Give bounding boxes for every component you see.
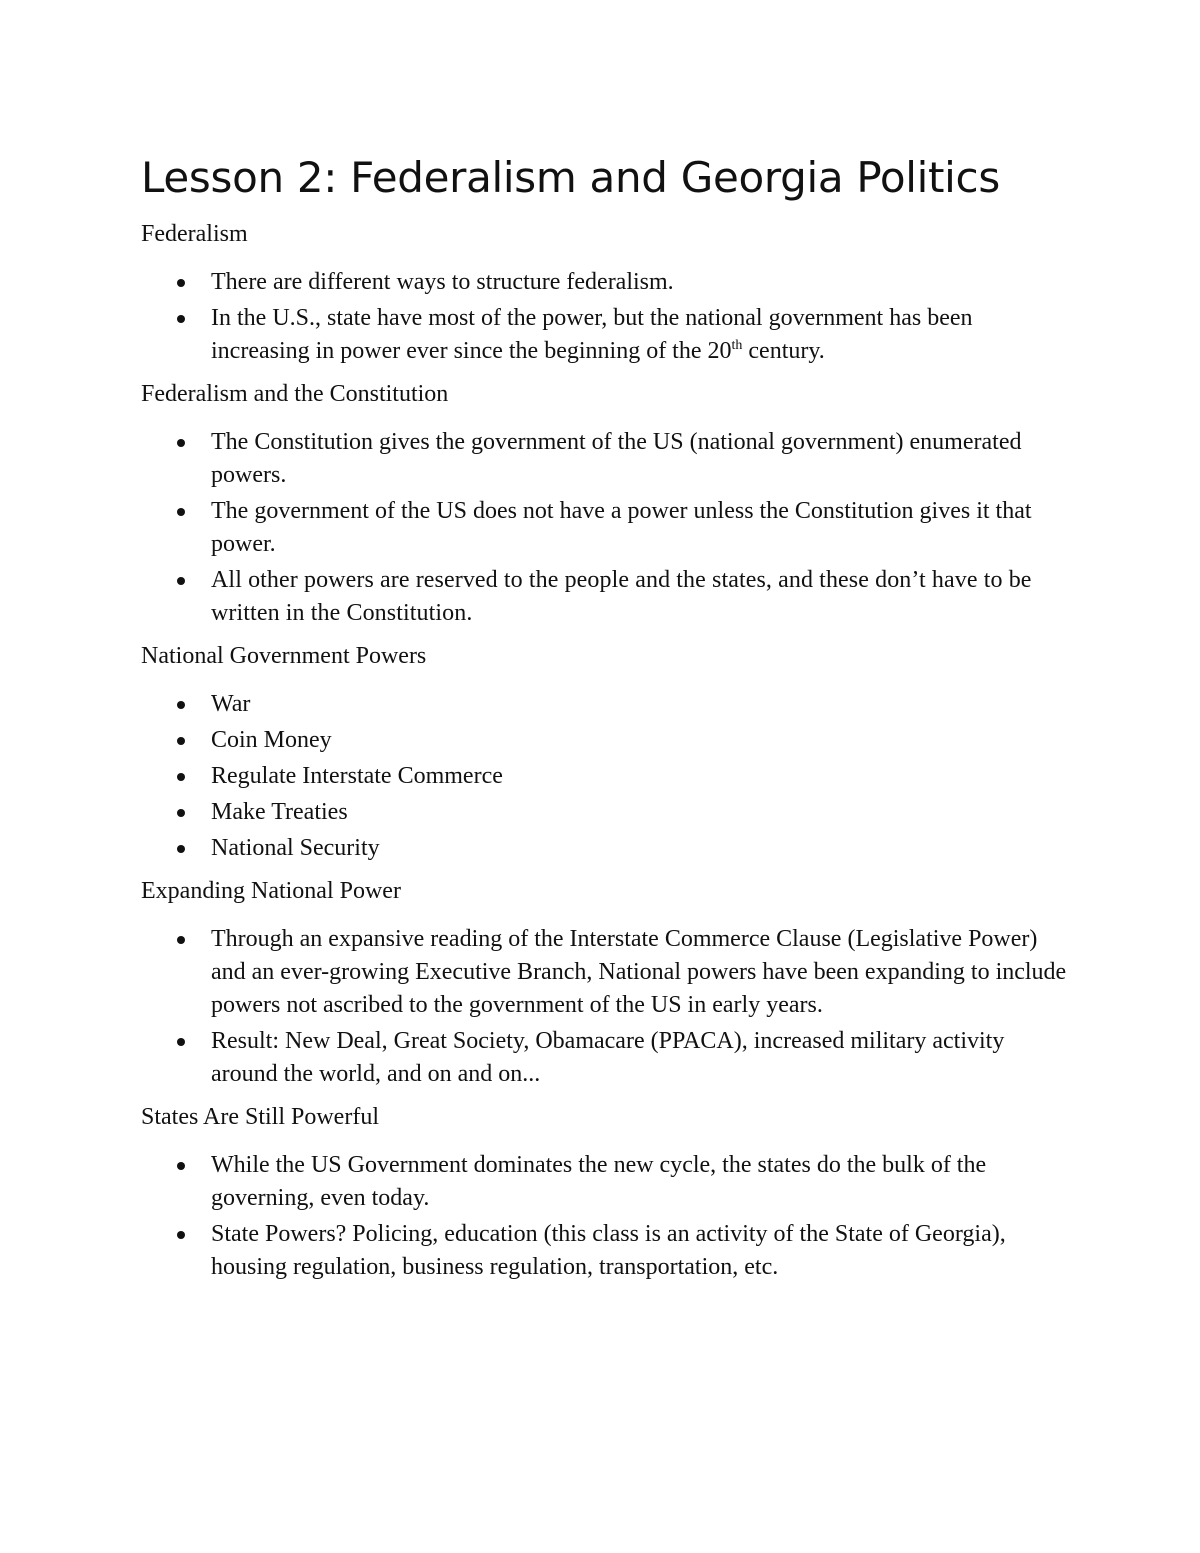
bullet-list <box>141 923 1071 1091</box>
bullet-list <box>141 266 1071 368</box>
bullet-icon <box>177 577 185 585</box>
list-item-text: In the U.S., state have most of the power, but the national government has been increasing in power ever since the beginning of the 20 <box>211 305 973 364</box>
list-item-text: Make Treaties <box>211 799 348 825</box>
section-federalism-constitution <box>141 378 1071 630</box>
list-item <box>141 1149 1071 1215</box>
list-item-text: Result: New Deal, Great Society, Obamacare (PPACA), increased military activity around the world, and on and on... <box>211 1028 1005 1087</box>
section-heading: Federalism <box>141 221 248 247</box>
bullet-icon <box>177 1231 185 1239</box>
bullet-icon <box>177 737 185 745</box>
bullet-icon <box>177 773 185 781</box>
bullet-icon <box>177 936 185 944</box>
list-item-text: There are different ways to structure federalism. <box>211 269 674 295</box>
section-heading: National Government Powers <box>141 643 427 669</box>
bullet-icon <box>177 701 185 709</box>
list-item <box>141 760 1071 793</box>
bullet-icon <box>177 439 185 447</box>
section-expanding-national-power <box>141 875 1071 1091</box>
list-item <box>141 1025 1071 1091</box>
document-page <box>141 148 1071 1294</box>
list-item-text: All other powers are reserved to the people and the states, and these don’t have to be written in the Constitution. <box>211 567 1032 626</box>
bullet-list <box>141 688 1071 865</box>
bullet-icon <box>177 1038 185 1046</box>
list-item-text: Regulate Interstate Commerce <box>211 763 503 789</box>
list-item <box>141 495 1071 561</box>
list-item <box>141 832 1071 865</box>
bullet-icon <box>177 809 185 817</box>
list-item <box>141 302 1071 368</box>
list-item-text: The government of the US does not have a power unless the Constitution gives it that power. <box>211 498 1032 557</box>
section-heading: States Are Still Powerful <box>141 1104 379 1130</box>
bullet-icon <box>177 315 185 323</box>
section-heading: Federalism and the Constitution <box>141 381 449 407</box>
section-national-government-powers <box>141 640 1071 865</box>
bullet-icon <box>177 508 185 516</box>
superscript-ordinal: th <box>731 338 743 353</box>
list-item-text: Through an expansive reading of the Interstate Commerce Clause (Legislative Power) and an ever-growing Executive Branch, National powers have been expanding to include powers not ascribed to the government of the US in early years. <box>211 926 1067 1018</box>
list-item <box>141 724 1071 757</box>
section-heading: Expanding National Power <box>141 878 401 904</box>
page-title: Lesson 2: Federalism and Georgia Politics <box>141 153 1000 202</box>
list-item-text: National Security <box>211 835 380 861</box>
list-item-text: State Powers? Policing, education (this class is an activity of the State of Georgia), housing regulation, business regulation, transportation, etc. <box>211 1221 1006 1280</box>
list-item-text: While the US Government dominates the new cycle, the states do the bulk of the governing, even today. <box>211 1152 987 1211</box>
list-item <box>141 426 1071 492</box>
bullet-list <box>141 1149 1071 1284</box>
list-item <box>141 923 1071 1022</box>
list-item-text: The Constitution gives the government of the US (national government) enumerated powers. <box>211 429 1022 488</box>
bullet-icon <box>177 279 185 287</box>
list-item <box>141 1218 1071 1284</box>
list-item-text: War <box>211 691 251 717</box>
list-item <box>141 688 1071 721</box>
bullet-icon <box>177 1162 185 1170</box>
section-federalism <box>141 218 1071 368</box>
section-states-still-powerful <box>141 1101 1071 1284</box>
list-item-text-tail: century. <box>742 338 825 364</box>
list-item <box>141 796 1071 829</box>
list-item <box>141 564 1071 630</box>
bullet-icon <box>177 845 185 853</box>
list-item <box>141 266 1071 299</box>
list-item-text: Coin Money <box>211 727 332 753</box>
bullet-list <box>141 426 1071 630</box>
